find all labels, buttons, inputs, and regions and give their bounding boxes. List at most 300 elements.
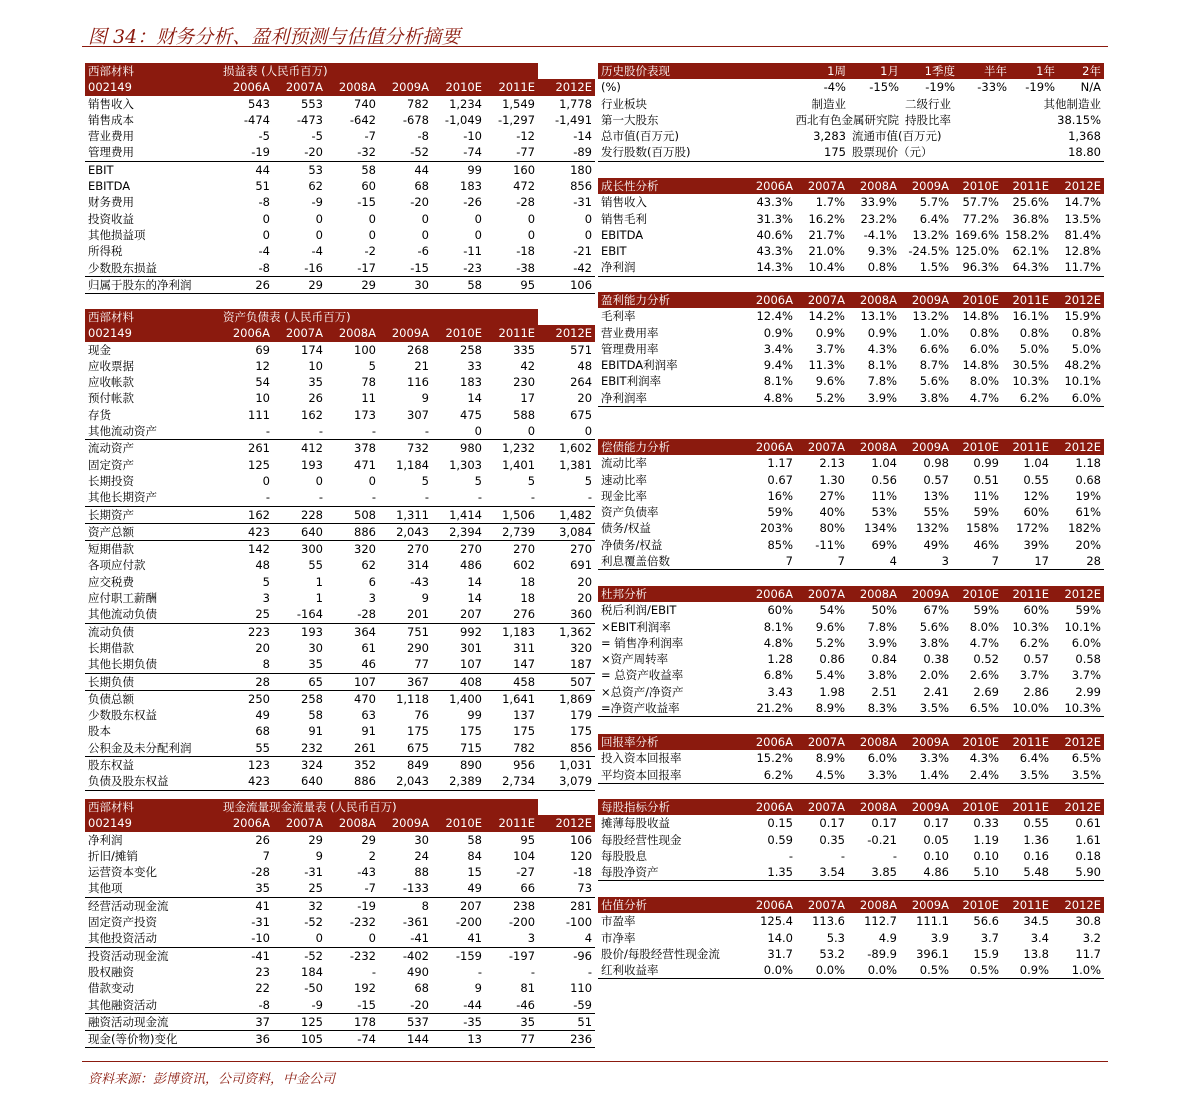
table-cell: 0 [584, 424, 593, 439]
profitability-table [598, 292, 1104, 407]
table-cell: 16.1% [1012, 309, 1049, 324]
table-cell: 2008A [848, 799, 900, 815]
table-row [85, 848, 595, 864]
table-cell: 3.8% [919, 635, 949, 650]
table-cell: 178 [326, 1013, 379, 1030]
table-cell: 1.0% [1052, 962, 1104, 979]
table-cell: 1,184 [396, 457, 429, 472]
table-cell: 4.3% [867, 341, 897, 356]
table-row [85, 161, 595, 178]
table-cell: 1.61 [1075, 832, 1101, 847]
table-cell: 46 [361, 657, 376, 672]
table-cell: 5.2% [796, 390, 848, 407]
table-cell: 5 [527, 473, 536, 488]
table-row [598, 243, 1104, 259]
table-cell: 12.8% [1064, 244, 1101, 259]
row-label: 营业费用 [88, 129, 134, 144]
table-cell: 2012E [1052, 586, 1104, 602]
table-cell: 2.99 [1075, 684, 1101, 699]
table-cell: 0.9% [815, 325, 845, 340]
table-cell: 7 [952, 553, 1002, 570]
row-label: 固定资产 [88, 457, 134, 472]
table-cell: 175 [460, 724, 482, 739]
table-cell: -6 [417, 244, 429, 259]
table-cell: -18 [573, 865, 593, 880]
table-cell: 2 [368, 848, 376, 863]
table-cell: -133 [402, 881, 429, 896]
table-cell: 6.8% [763, 668, 793, 683]
table-cell: 77.2% [962, 211, 999, 226]
cashflow-panel [85, 799, 595, 1048]
table-cell: 0.57 [923, 472, 949, 487]
table-cell: 60% [767, 603, 793, 618]
table-cell: 3.7% [1019, 668, 1049, 683]
table-row [85, 690, 595, 707]
table-cell: 41 [467, 931, 482, 946]
table-cell: 6.5% [952, 700, 1002, 717]
table-cell: 782 [407, 96, 429, 111]
table-row [598, 684, 1104, 700]
table-cell: 9.6% [815, 374, 845, 389]
table-cell: 172% [1016, 521, 1049, 536]
table-cell: 113.6 [812, 914, 845, 929]
table-cell: -21 [573, 244, 593, 259]
table-cell: -96 [538, 947, 595, 964]
table-cell: 1,401 [502, 457, 536, 472]
table-cell: 2009A [900, 292, 952, 308]
table-cell: 1.28 [767, 652, 793, 667]
table-cell: 2011E [1002, 799, 1052, 815]
table-cell: 7 [744, 553, 796, 570]
table-cell: 223 [220, 623, 273, 640]
table-cell: 65 [273, 673, 326, 690]
table-cell: 640 [273, 523, 326, 540]
table-cell: 740 [354, 96, 376, 111]
table-cell: 6.0% [1071, 635, 1101, 650]
row-label: 每股指标分析 [598, 799, 744, 815]
table-cell: 125 [248, 457, 270, 472]
table-cell: 35 [485, 1013, 538, 1030]
table-cell: 14.8% [962, 309, 999, 324]
table-cell: 0.68 [1075, 472, 1101, 487]
table-cell: 40.6% [756, 227, 793, 242]
table-cell: 0.57 [1023, 652, 1049, 667]
table-row [85, 897, 595, 914]
table-cell: 201 [407, 607, 429, 622]
row-label: 经营活动现金流 [85, 897, 220, 914]
row-label: = 总资产收益率 [601, 668, 684, 683]
table-cell: 0 [474, 227, 482, 242]
table-cell: -20 [410, 195, 429, 210]
float-label: 流通市值(百万元) [852, 129, 942, 144]
table-cell: -4.1% [863, 227, 897, 242]
table-cell: 69% [871, 537, 897, 552]
table-cell: 6.0% [867, 751, 897, 766]
holder-pct-label: 持股比率 [905, 112, 951, 127]
table-cell: - [265, 490, 270, 505]
table-cell: 30.5% [1012, 358, 1049, 373]
table-cell: 2006A [744, 586, 796, 602]
table-cell: 2011E [485, 79, 538, 95]
table-cell: 2.13 [819, 456, 845, 471]
table-cell: 13% [923, 488, 949, 503]
table-cell: 2010E [952, 292, 1002, 308]
shares-label: 发行股数(百万股) [598, 144, 718, 161]
table-cell: 490 [407, 964, 429, 979]
table-cell: -10 [251, 931, 270, 946]
table-cell: 100 [354, 342, 376, 357]
table-cell: 9.6% [815, 619, 845, 634]
table-cell: 125 [273, 1013, 326, 1030]
table-cell: 11% [973, 488, 999, 503]
row-label: 市净率 [601, 930, 636, 945]
table-row [85, 964, 595, 980]
row-label: 其他长期资产 [88, 490, 157, 505]
table-row [85, 178, 595, 194]
table-cell: 2012E [1052, 439, 1104, 455]
table-cell: 资产负债表 (人民币百万) [220, 309, 538, 325]
table-cell: 8 [262, 657, 270, 672]
table-cell: 3,079 [538, 773, 595, 790]
table-cell: 49 [467, 881, 482, 896]
table-cell: 3.5% [900, 700, 952, 717]
table-cell: 175 [570, 724, 593, 739]
table-cell: -678 [402, 112, 429, 127]
table-cell: 2007A [273, 325, 326, 341]
table-cell: 2009A [900, 734, 952, 750]
table-cell: 2009A [900, 799, 952, 815]
table-cell: -52 [410, 145, 429, 160]
table-cell: 2007A [273, 79, 326, 95]
table-cell: 0.86 [819, 652, 845, 667]
table-cell: 290 [407, 640, 429, 655]
table-cell: 236 [538, 1031, 595, 1048]
history-panel [598, 63, 1104, 162]
table-cell: 1 [315, 591, 323, 606]
table-cell: 3.43 [767, 684, 793, 699]
row-label: 管理费用率 [601, 341, 659, 356]
table-cell: 2009A [900, 439, 952, 455]
table-cell: 232 [301, 740, 323, 755]
table-cell: 77 [485, 1031, 538, 1048]
table-cell: - [424, 424, 429, 439]
return-header-row [598, 734, 1104, 750]
row-label: 应交税费 [88, 574, 134, 589]
table-cell: 1.7% [815, 195, 845, 210]
table-row [85, 640, 595, 656]
table-cell: 2007A [796, 799, 848, 815]
table-cell: -18 [516, 244, 536, 259]
row-label: 偿债能力分析 [598, 439, 744, 455]
table-cell: 59% [973, 603, 999, 618]
row-label: 销售收入 [601, 195, 647, 210]
table-cell: 58 [326, 161, 379, 178]
table-cell: 8.7% [919, 358, 949, 373]
table-cell: 675 [570, 407, 593, 422]
table-cell: -77 [516, 145, 536, 160]
table-cell: 0.10 [923, 848, 949, 863]
table-cell: 2011E [1002, 178, 1052, 194]
table-cell: 2007A [796, 292, 848, 308]
table-cell: 11.7% [1052, 259, 1104, 276]
profitability-panel [598, 292, 1104, 407]
table-cell: 158% [966, 521, 999, 536]
table-cell: 42 [520, 358, 536, 373]
table-row [85, 473, 595, 489]
history-header-1q: 1季度 [902, 63, 958, 79]
history-header-1w: 1周 [718, 63, 849, 79]
table-cell: 48.2% [1064, 358, 1101, 373]
table-cell: 2011E [1002, 734, 1052, 750]
row-label: 市盈率 [601, 914, 636, 929]
table-cell: 7 [796, 553, 848, 570]
row-label: EBITDA [88, 179, 131, 194]
table-cell: 2007A [796, 734, 848, 750]
table-cell: -19 [326, 897, 379, 914]
table-cell: 6 [368, 574, 376, 589]
table-row [85, 832, 595, 848]
table-cell: 6.2% [1019, 635, 1049, 650]
table-cell: 2008A [848, 734, 900, 750]
table-cell: 0.0% [848, 962, 900, 979]
table-cell: 59% [973, 505, 999, 520]
table-cell: 179 [570, 708, 593, 723]
table-cell: 10 [308, 358, 323, 373]
table-cell: 20 [255, 640, 270, 655]
table-cell: 0.61 [1075, 816, 1101, 831]
table-cell: 9 [474, 981, 482, 996]
table-cell: 13.8 [1023, 946, 1049, 961]
table-cell: 7 [262, 848, 270, 863]
table-cell: 475 [460, 407, 482, 422]
table-cell: 0.17 [923, 816, 949, 831]
table-cell: - [318, 490, 323, 505]
table-cell: 68 [414, 179, 429, 194]
table-cell: 53.2 [819, 946, 845, 961]
table-cell: 0 [527, 227, 536, 242]
row-label: 净利润 [598, 259, 744, 276]
row-label: 其他长期负债 [88, 657, 157, 672]
table-cell: 0 [368, 227, 376, 242]
table-cell: 41 [220, 897, 273, 914]
table-cell: 0.59 [767, 832, 793, 847]
table-cell: 23.2% [860, 211, 897, 226]
table-cell: 364 [326, 623, 379, 640]
solvency-header-row [598, 439, 1104, 455]
table-cell: 675 [407, 740, 429, 755]
profit-header-row [598, 292, 1104, 308]
table-cell: 2009A [900, 586, 952, 602]
table-cell: 183 [460, 375, 482, 390]
table-cell: -20 [410, 997, 429, 1012]
per-share-panel [598, 799, 1104, 881]
table-cell: -197 [485, 947, 538, 964]
table-cell: 10.3% [1012, 619, 1049, 634]
table-cell: 8.9% [815, 751, 845, 766]
table-cell: 0.9% [867, 325, 897, 340]
table-cell: - [530, 964, 536, 979]
table-cell: 91 [308, 724, 323, 739]
table-cell: - [371, 490, 376, 505]
table-cell: 28 [220, 673, 273, 690]
table-cell: 193 [301, 457, 323, 472]
table-cell: -402 [379, 947, 432, 964]
row-label: 流动负债 [85, 623, 220, 640]
table-cell: 2007A [273, 815, 326, 831]
growth-table [598, 178, 1104, 277]
table-cell: 60% [1023, 505, 1049, 520]
table-cell: 3 [368, 591, 376, 606]
table-cell: 58 [467, 832, 482, 847]
table-cell: 0.0% [744, 962, 796, 979]
figure-title: 图 34：财务分析、盈利预测与估值分析摘要 [88, 26, 461, 48]
holder-label: 第一大股东 [601, 112, 659, 127]
table-row [598, 619, 1104, 635]
table-cell: 0 [474, 211, 482, 226]
table-cell: 5.2% [815, 635, 845, 650]
table-cell: 116 [407, 375, 429, 390]
float-value: 1,368 [1068, 129, 1101, 144]
table-cell: 7.8% [867, 619, 897, 634]
table-cell: 30 [414, 832, 429, 847]
table-cell: 132% [916, 521, 949, 536]
table-cell: 0 [584, 227, 593, 242]
table-cell: 782 [513, 740, 536, 755]
table-cell: 14 [467, 574, 482, 589]
table-cell: 6.6% [919, 341, 949, 356]
table-row [598, 700, 1104, 717]
table-row [85, 1013, 595, 1030]
table-cell: 12% [1023, 488, 1049, 503]
table-cell: 640 [273, 773, 326, 790]
table-cell: 470 [326, 690, 379, 707]
table-cell: 2006A [220, 79, 273, 95]
table-cell: 2.4% [952, 767, 1002, 784]
table-cell: 49% [923, 537, 949, 552]
table-cell: 0.8% [1019, 325, 1049, 340]
table-cell: 69 [255, 342, 270, 357]
row-label: =净资产收益率 [598, 700, 744, 717]
table-cell: -19 [251, 145, 270, 160]
table-row [85, 914, 595, 930]
table-cell: 3 [900, 553, 952, 570]
row-label: 其他融资活动 [88, 997, 157, 1012]
table-cell: 111.1 [916, 914, 949, 929]
table-cell: 0 [262, 473, 270, 488]
table-cell: -473 [296, 112, 323, 127]
price-label: 股票现价（元） [849, 144, 958, 161]
table-cell: 59% [1075, 603, 1101, 618]
table-cell: 5 [368, 358, 376, 373]
table-cell: 9 [421, 591, 429, 606]
table-cell: 2012E [1052, 897, 1104, 913]
table-cell: 9 [421, 391, 429, 406]
table-cell: -8 [258, 260, 270, 275]
table-cell: 2009A [900, 178, 952, 194]
table-row [85, 757, 595, 774]
table-cell: 2008A [848, 897, 900, 913]
row-label: 002149 [85, 325, 220, 341]
table-cell: 1,506 [485, 506, 538, 523]
table-cell: 13.1% [860, 309, 897, 324]
table-cell: 250 [220, 690, 273, 707]
table-cell: 2.86 [1023, 684, 1049, 699]
table-cell: 691 [570, 558, 593, 573]
table-cell: 3.8% [900, 390, 952, 407]
table-cell: 20 [577, 591, 593, 606]
table-cell: 6.0% [969, 341, 999, 356]
history-pct-1y: -19% [1025, 80, 1055, 95]
table-cell: 2,043 [379, 523, 432, 540]
table-cell: 175 [407, 724, 429, 739]
table-cell: 0.8% [1071, 325, 1101, 340]
shares-value: 175 [718, 144, 849, 161]
table-cell: 55 [308, 558, 323, 573]
table-cell: 105 [273, 1031, 326, 1048]
table-cell: 2.41 [923, 684, 949, 699]
table-cell: -642 [349, 112, 376, 127]
table-cell: 15 [467, 865, 482, 880]
table-row [85, 656, 595, 673]
table-cell: -0.21 [867, 832, 897, 847]
row-label: 应付职工薪酬 [88, 591, 157, 606]
table-cell: 2010E [952, 439, 1002, 455]
table-cell: 11 [361, 391, 376, 406]
table-cell: 15.9 [973, 946, 999, 961]
table-cell: -474 [243, 112, 270, 127]
growth-header-row [598, 178, 1104, 194]
row-label: 红利收益率 [598, 962, 744, 979]
table-cell: 2011E [485, 325, 538, 341]
table-cell: 571 [570, 342, 593, 357]
table-cell: 95 [485, 276, 538, 293]
table-cell: 0.10 [973, 848, 999, 863]
table-cell: 4.8% [744, 390, 796, 407]
row-label: 西部材料 [85, 799, 220, 815]
table-cell: 16% [767, 488, 793, 503]
table-cell: 367 [379, 673, 432, 690]
row-label: ×总资产/净资产 [601, 684, 684, 699]
table-cell: 112.7 [864, 914, 897, 929]
table-cell: 2012E [538, 815, 595, 831]
table-cell: 9.3% [867, 244, 897, 259]
table-cell: -24.5% [908, 244, 949, 259]
table-cell: 0.18 [1075, 848, 1101, 863]
history-shares-row [598, 144, 1104, 161]
table-cell: 3.85 [848, 864, 900, 881]
table-row [85, 489, 595, 506]
history-pct-1q: -19% [925, 80, 955, 95]
table-cell: 2012E [1052, 734, 1104, 750]
table-cell: 0.15 [767, 816, 793, 831]
table-row [598, 211, 1104, 227]
table-cell: 3.54 [796, 864, 848, 881]
table-cell: 53 [273, 161, 326, 178]
table-cell: -41 [220, 947, 273, 964]
table-cell: 11% [871, 488, 897, 503]
table-cell: 602 [513, 558, 536, 573]
table-cell: 30 [379, 276, 432, 293]
table-cell: -32 [357, 145, 376, 160]
table-cell: -9 [311, 195, 323, 210]
row-label: 各项应付款 [88, 558, 146, 573]
pershare-header-row [598, 799, 1104, 815]
table-cell: 43.3% [756, 244, 793, 259]
table-cell: 2.0% [919, 668, 949, 683]
row-label: 速动比率 [601, 472, 647, 487]
table-cell: 23 [255, 964, 270, 979]
table-row [85, 947, 595, 964]
